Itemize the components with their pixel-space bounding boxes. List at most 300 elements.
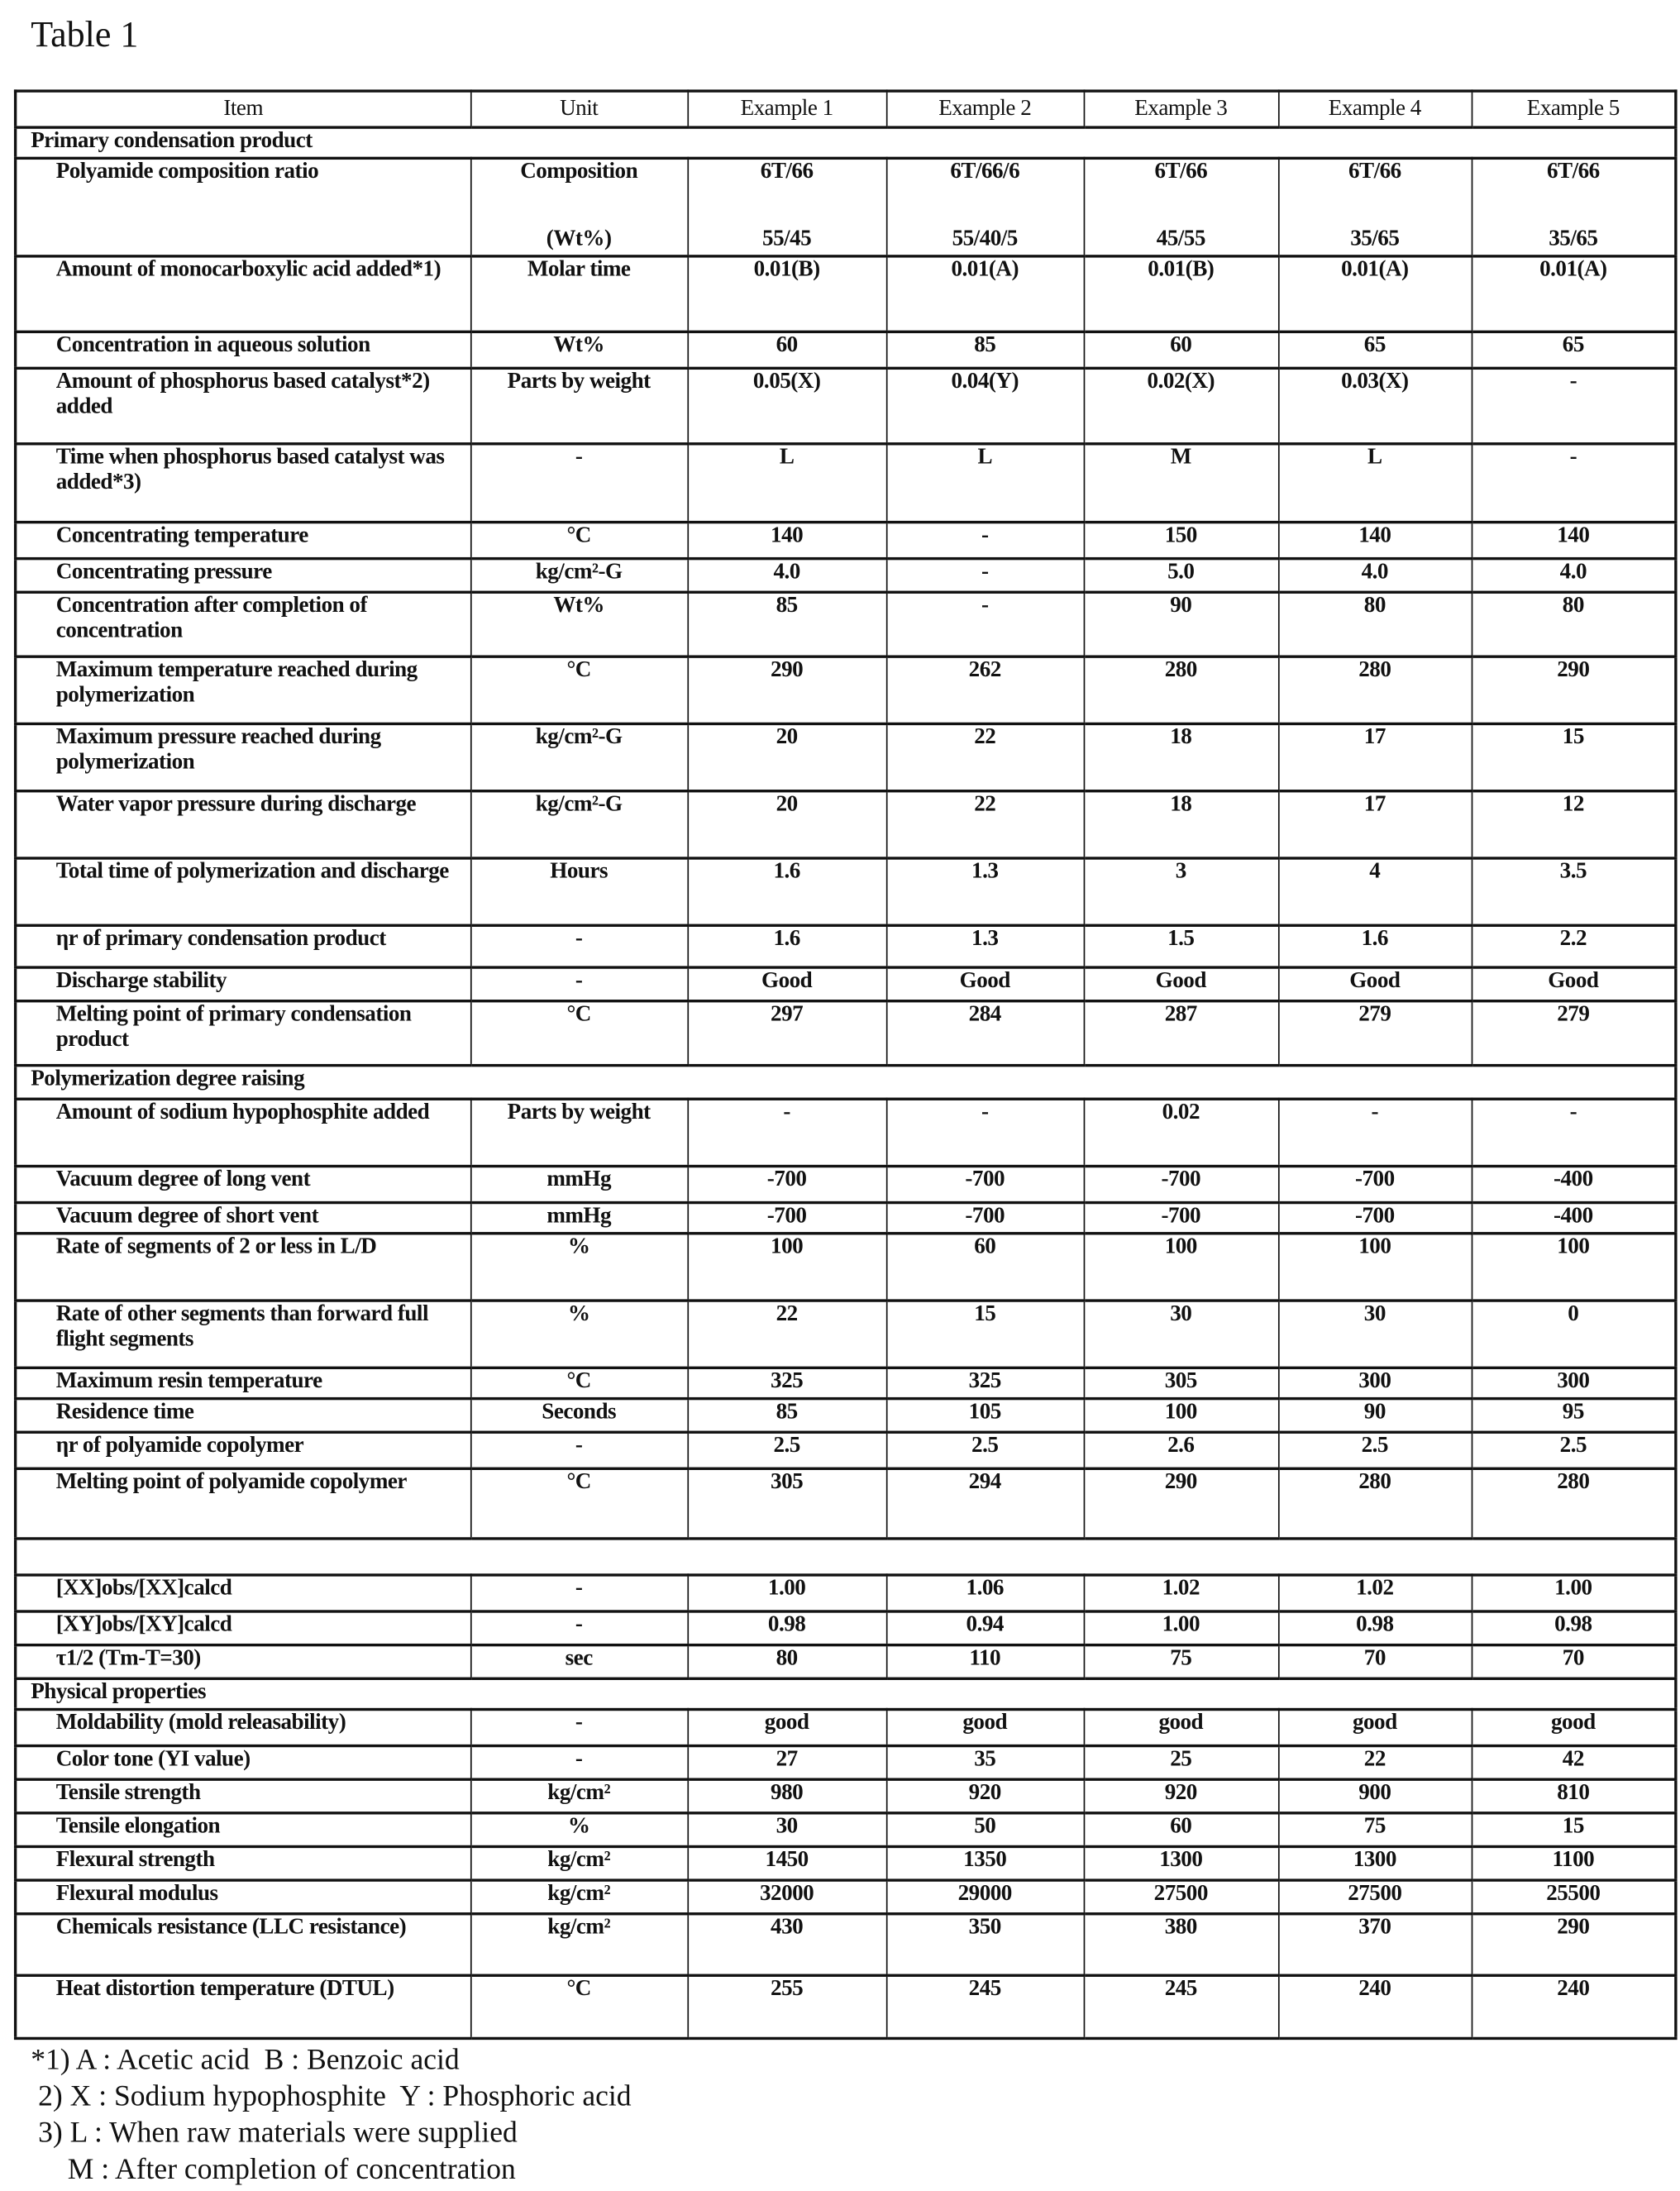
value-cell: 1350: [886, 1846, 1084, 1880]
unit-cell: -: [470, 1575, 687, 1611]
table-row: [16, 256, 1676, 332]
table-row: [16, 656, 1676, 723]
value-cell: 280: [1472, 1468, 1676, 1539]
value-cell: L: [1278, 444, 1472, 523]
item-cell: Concentrating temperature: [16, 523, 470, 559]
value-cell: 279: [1278, 1001, 1472, 1066]
unit-cell: Molar time: [470, 256, 687, 332]
value-cell: 25500: [1472, 1880, 1676, 1914]
table-row: [16, 1368, 1676, 1398]
unit-cell: kg/cm²-G: [470, 723, 687, 790]
value-cell: -700: [1084, 1203, 1278, 1234]
table-row: [16, 1779, 1676, 1813]
blank-row: [16, 1539, 1676, 1575]
value-cell: 95: [1472, 1399, 1676, 1433]
value-cell: 90: [1084, 592, 1278, 656]
value-cell: -700: [886, 1167, 1084, 1203]
table-row: [16, 967, 1676, 1001]
unit-cell: %: [470, 1813, 687, 1847]
value-cell: 60: [886, 1234, 1084, 1301]
header-row: [16, 91, 1676, 127]
item-cell: Rate of other segments than forward full flight segments: [16, 1301, 470, 1368]
value-cell: 1.00: [1472, 1575, 1676, 1611]
column-header: Example 2: [886, 91, 1084, 127]
value-cell: -: [886, 1099, 1084, 1166]
table-row: [16, 1301, 1676, 1368]
value-cell: 380: [1084, 1914, 1278, 1976]
item-cell: Chemicals resistance (LLC resistance): [16, 1914, 470, 1976]
value-cell: 65: [1472, 332, 1676, 368]
value-cell: -400: [1472, 1167, 1676, 1203]
value-cell: Good: [1278, 967, 1472, 1001]
value-cell: -: [886, 559, 1084, 593]
value-cell: 290: [687, 656, 885, 723]
value-cell: 20: [687, 723, 885, 790]
table-row: [16, 158, 1676, 256]
value-cell: 2.5: [687, 1432, 885, 1468]
value-cell: 280: [1278, 656, 1472, 723]
item-cell: Rate of segments of 2 or less in L/D: [16, 1234, 470, 1301]
value-cell: 920: [886, 1779, 1084, 1813]
value-cell: 280: [1084, 656, 1278, 723]
value-cell: 4.0: [1472, 559, 1676, 593]
value-cell: 22: [886, 791, 1084, 858]
value-cell-line: 35/65: [1477, 227, 1668, 251]
value-cell: 0.02(X): [1084, 368, 1278, 443]
value-cell: 262: [886, 656, 1084, 723]
item-cell: Residence time: [16, 1399, 470, 1433]
value-cell: 305: [1084, 1368, 1278, 1398]
value-cell: 0.98: [1278, 1611, 1472, 1645]
value-cell: 0.01(B): [687, 256, 885, 332]
value-cell: 140: [1278, 523, 1472, 559]
value-cell: 35: [886, 1746, 1084, 1780]
column-header: Example 5: [1472, 91, 1676, 127]
value-cell: 1300: [1278, 1846, 1472, 1880]
value-cell: 80: [1278, 592, 1472, 656]
table-row: [16, 523, 1676, 559]
item-cell: Polyamide composition ratio: [16, 158, 470, 256]
value-cell: -: [1472, 368, 1676, 443]
table-row: [16, 1099, 1676, 1166]
item-cell: Tensile elongation: [16, 1813, 470, 1847]
value-cell: -700: [886, 1203, 1084, 1234]
value-cell: -700: [1278, 1203, 1472, 1234]
item-cell: Concentrating pressure: [16, 559, 470, 593]
value-cell: 370: [1278, 1914, 1472, 1976]
unit-cell: mmHg: [470, 1167, 687, 1203]
value-cell: 1.00: [1084, 1611, 1278, 1645]
value-cell: 900: [1278, 1779, 1472, 1813]
unit-cell-line: Composition: [477, 160, 681, 184]
value-cell: 0.98: [1472, 1611, 1676, 1645]
item-cell: Amount of sodium hypophosphite added: [16, 1099, 470, 1166]
value-cell: good: [1084, 1710, 1278, 1746]
table-row: [16, 1846, 1676, 1880]
value-cell: -700: [1278, 1167, 1472, 1203]
value-cell: 22: [687, 1301, 885, 1368]
document-page: [0, 0, 1680, 2191]
item-cell: Amount of monocarboxylic acid added*1): [16, 256, 470, 332]
value-cell: 27500: [1084, 1880, 1278, 1914]
unit-cell: °C: [470, 1468, 687, 1539]
value-cell: 15: [1472, 723, 1676, 790]
value-cell: 1.3: [886, 858, 1084, 925]
table-row: [16, 1975, 1676, 2038]
value-cell: Good: [886, 967, 1084, 1001]
value-cell: 279: [1472, 1001, 1676, 1066]
value-cell: 4.0: [1278, 559, 1472, 593]
item-cell: [XX]obs/[XX]calcd: [16, 1575, 470, 1611]
value-cell: 27: [687, 1746, 885, 1780]
value-cell: 2.5: [1472, 1432, 1676, 1468]
table-row: [16, 1645, 1676, 1679]
value-cell: 1.6: [687, 858, 885, 925]
value-cell: 1100: [1472, 1846, 1676, 1880]
value-cell: 22: [886, 723, 1084, 790]
item-cell: Melting point of polyamide copolymer: [16, 1468, 470, 1539]
value-cell: 42: [1472, 1746, 1676, 1780]
column-header: Example 3: [1084, 91, 1278, 127]
unit-cell: %: [470, 1234, 687, 1301]
value-cell: 85: [886, 332, 1084, 368]
data-table: [14, 89, 1678, 2040]
value-cell: M: [1084, 444, 1278, 523]
table-row: [16, 1167, 1676, 1203]
unit-cell: -: [470, 925, 687, 967]
item-cell: Moldability (mold releasability): [16, 1710, 470, 1746]
item-cell: Maximum resin temperature: [16, 1368, 470, 1398]
value-cell: 60: [1084, 1813, 1278, 1847]
item-cell: Maximum pressure reached during polymerization: [16, 723, 470, 790]
unit-cell: Seconds: [470, 1399, 687, 1433]
value-cell: 1.5: [1084, 925, 1278, 967]
value-cell: Good: [687, 967, 885, 1001]
value-cell: 245: [1084, 1975, 1278, 2038]
value-cell: 1450: [687, 1846, 885, 1880]
unit-cell: [470, 158, 687, 256]
item-cell: Amount of phosphorus based catalyst*2) added: [16, 368, 470, 443]
unit-cell: kg/cm²-G: [470, 559, 687, 593]
unit-cell: Parts by weight: [470, 368, 687, 443]
unit-cell: kg/cm²: [470, 1880, 687, 1914]
value-cell: 18: [1084, 791, 1278, 858]
value-cell: -700: [687, 1203, 885, 1234]
table-row: [16, 1399, 1676, 1433]
column-header: Item: [16, 91, 470, 127]
value-cell: good: [1472, 1710, 1676, 1746]
value-cell: -: [687, 1099, 885, 1166]
value-cell-line: 55/40/5: [892, 227, 1077, 251]
table-title: Table 1: [31, 14, 138, 56]
value-cell: 100: [1084, 1234, 1278, 1301]
value-cell-line: 6T/66: [694, 160, 880, 184]
value-cell: 30: [687, 1813, 885, 1847]
value-cell: 75: [1278, 1813, 1472, 1847]
unit-cell: -: [470, 1710, 687, 1746]
value-cell: 15: [1472, 1813, 1676, 1847]
value-cell: 1.6: [1278, 925, 1472, 967]
column-header: Example 4: [1278, 91, 1472, 127]
value-cell: 280: [1278, 1468, 1472, 1539]
column-header: Example 1: [687, 91, 885, 127]
footnote: M : After completion of concentration: [31, 2150, 631, 2187]
value-cell: 0.05(X): [687, 368, 885, 443]
item-cell: Melting point of primary condensation product: [16, 1001, 470, 1066]
value-cell: 2.2: [1472, 925, 1676, 967]
unit-cell: °C: [470, 1001, 687, 1066]
value-cell: 17: [1278, 791, 1472, 858]
value-cell: 0.01(A): [886, 256, 1084, 332]
value-cell: 30: [1084, 1301, 1278, 1368]
value-cell: -: [886, 523, 1084, 559]
value-cell: 1.3: [886, 925, 1084, 967]
value-cell: 5.0: [1084, 559, 1278, 593]
value-cell: 300: [1278, 1368, 1472, 1398]
value-cell: Good: [1084, 967, 1278, 1001]
unit-cell: Parts by weight: [470, 1099, 687, 1166]
unit-cell-line: (Wt%): [477, 227, 681, 251]
value-cell: 350: [886, 1914, 1084, 1976]
item-cell: Concentration after completion of concentration: [16, 592, 470, 656]
table-row: [16, 858, 1676, 925]
item-cell: Flexural strength: [16, 1846, 470, 1880]
table-row: [16, 368, 1676, 443]
value-cell: 0.01(A): [1278, 256, 1472, 332]
value-cell: 325: [886, 1368, 1084, 1398]
table-row: [16, 925, 1676, 967]
value-cell: good: [687, 1710, 885, 1746]
table-row: [16, 1880, 1676, 1914]
value-cell: 1.6: [687, 925, 885, 967]
value-cell: 0: [1472, 1301, 1676, 1368]
item-cell: τ1/2 (Tm-T=30): [16, 1645, 470, 1679]
table-row: [16, 1468, 1676, 1539]
value-cell: 18: [1084, 723, 1278, 790]
value-cell: L: [886, 444, 1084, 523]
value-cell: 100: [687, 1234, 885, 1301]
value-cell: good: [886, 1710, 1084, 1746]
value-cell: 15: [886, 1301, 1084, 1368]
value-cell: 105: [886, 1399, 1084, 1433]
unit-cell: kg/cm²: [470, 1914, 687, 1976]
value-cell: 2.6: [1084, 1432, 1278, 1468]
value-cell: 1.02: [1278, 1575, 1472, 1611]
value-cell: 80: [1472, 592, 1676, 656]
unit-cell: Wt%: [470, 332, 687, 368]
value-cell: 85: [687, 592, 885, 656]
section-label: Physical properties: [16, 1678, 1676, 1709]
value-cell-line: 6T/66/6: [892, 160, 1077, 184]
value-cell: 17: [1278, 723, 1472, 790]
value-cell: 60: [1084, 332, 1278, 368]
value-cell: 1.02: [1084, 1575, 1278, 1611]
unit-cell: kg/cm²: [470, 1779, 687, 1813]
value-cell: 4: [1278, 858, 1472, 925]
value-cell: [1472, 158, 1676, 256]
item-cell: [XY]obs/[XY]calcd: [16, 1611, 470, 1645]
value-cell: 294: [886, 1468, 1084, 1539]
table-row: [16, 1914, 1676, 1976]
value-cell: 140: [1472, 523, 1676, 559]
item-cell: Total time of polymerization and discharge: [16, 858, 470, 925]
value-cell: 0.02: [1084, 1099, 1278, 1166]
unit-cell: Wt%: [470, 592, 687, 656]
value-cell: 70: [1278, 1645, 1472, 1679]
value-cell: [1278, 158, 1472, 256]
value-cell: 32000: [687, 1880, 885, 1914]
value-cell: 290: [1472, 1914, 1676, 1976]
item-cell: Heat distortion temperature (DTUL): [16, 1975, 470, 2038]
value-cell: 3: [1084, 858, 1278, 925]
table-row: [16, 1611, 1676, 1645]
value-cell: -700: [687, 1167, 885, 1203]
item-cell: Vacuum degree of short vent: [16, 1203, 470, 1234]
value-cell: 100: [1084, 1399, 1278, 1433]
value-cell: -: [886, 592, 1084, 656]
value-cell: 920: [1084, 1779, 1278, 1813]
unit-cell: -: [470, 1611, 687, 1645]
unit-cell: %: [470, 1301, 687, 1368]
value-cell: 12: [1472, 791, 1676, 858]
unit-cell: kg/cm²-G: [470, 791, 687, 858]
value-cell: 0.01(B): [1084, 256, 1278, 332]
value-cell: good: [1278, 1710, 1472, 1746]
value-cell-line: 6T/66: [1285, 160, 1465, 184]
item-cell: ηr of polyamide copolymer: [16, 1432, 470, 1468]
unit-cell: -: [470, 444, 687, 523]
value-cell-line: 6T/66: [1477, 160, 1668, 184]
value-cell: 50: [886, 1813, 1084, 1847]
item-cell: Color tone (YI value): [16, 1746, 470, 1780]
table-row: [16, 1234, 1676, 1301]
value-cell: 70: [1472, 1645, 1676, 1679]
section-row: [16, 1678, 1676, 1709]
value-cell: -: [1472, 444, 1676, 523]
table-row: [16, 1746, 1676, 1780]
value-cell: 100: [1472, 1234, 1676, 1301]
value-cell: 2.5: [886, 1432, 1084, 1468]
value-cell: L: [687, 444, 885, 523]
item-cell: Concentration in aqueous solution: [16, 332, 470, 368]
value-cell-line: 55/45: [694, 227, 880, 251]
value-cell: 25: [1084, 1746, 1278, 1780]
table-row: [16, 1203, 1676, 1234]
value-cell: -700: [1084, 1167, 1278, 1203]
value-cell: 240: [1278, 1975, 1472, 2038]
unit-cell: °C: [470, 1975, 687, 2038]
value-cell: 100: [1278, 1234, 1472, 1301]
value-cell: 60: [687, 332, 885, 368]
value-cell: 1300: [1084, 1846, 1278, 1880]
value-cell: 245: [886, 1975, 1084, 2038]
table-row: [16, 592, 1676, 656]
table-row: [16, 1432, 1676, 1468]
table-row: [16, 723, 1676, 790]
value-cell: 110: [886, 1645, 1084, 1679]
value-cell: 980: [687, 1779, 885, 1813]
value-cell: 430: [687, 1914, 885, 1976]
value-cell: 1.00: [687, 1575, 885, 1611]
item-cell: Maximum temperature reached during polymerization: [16, 656, 470, 723]
value-cell: 300: [1472, 1368, 1676, 1398]
table-row: [16, 444, 1676, 523]
item-cell: ηr of primary condensation product: [16, 925, 470, 967]
value-cell: 3.5: [1472, 858, 1676, 925]
table-row: [16, 559, 1676, 593]
item-cell: Tensile strength: [16, 1779, 470, 1813]
table-row: [16, 1001, 1676, 1066]
section-row: [16, 127, 1676, 158]
footnote: 2) X : Sodium hypophosphite Y : Phosphoric acid: [31, 2078, 631, 2114]
value-cell: [886, 158, 1084, 256]
value-cell: 0.03(X): [1278, 368, 1472, 443]
unit-cell: sec: [470, 1645, 687, 1679]
value-cell: 2.5: [1278, 1432, 1472, 1468]
value-cell: 22: [1278, 1746, 1472, 1780]
value-cell: 290: [1472, 656, 1676, 723]
value-cell: 80: [687, 1645, 885, 1679]
value-cell: 0.01(A): [1472, 256, 1676, 332]
unit-cell: mmHg: [470, 1203, 687, 1234]
value-cell: -400: [1472, 1203, 1676, 1234]
value-cell: -: [1472, 1099, 1676, 1166]
item-cell: Discharge stability: [16, 967, 470, 1001]
item-cell: Vacuum degree of long vent: [16, 1167, 470, 1203]
value-cell: 325: [687, 1368, 885, 1398]
item-cell: Flexural modulus: [16, 1880, 470, 1914]
value-cell: 240: [1472, 1975, 1676, 2038]
value-cell: 1.06: [886, 1575, 1084, 1611]
item-cell: Water vapor pressure during discharge: [16, 791, 470, 858]
value-cell: 20: [687, 791, 885, 858]
table-row: [16, 332, 1676, 368]
value-cell: 65: [1278, 332, 1472, 368]
section-row: [16, 1066, 1676, 1100]
unit-cell: °C: [470, 523, 687, 559]
unit-cell: °C: [470, 656, 687, 723]
section-label: Polymerization degree raising: [16, 1066, 1676, 1100]
value-cell: 284: [886, 1001, 1084, 1066]
footnote: *1) A : Acetic acid B : Benzoic acid: [31, 2041, 631, 2078]
value-cell: 90: [1278, 1399, 1472, 1433]
value-cell: [687, 158, 885, 256]
column-header: Unit: [470, 91, 687, 127]
value-cell-line: 6T/66: [1090, 160, 1272, 184]
value-cell: 0.04(Y): [886, 368, 1084, 443]
value-cell: 85: [687, 1399, 885, 1433]
item-cell: Time when phosphorus based catalyst was added*3): [16, 444, 470, 523]
value-cell: 255: [687, 1975, 885, 2038]
value-cell: [1084, 158, 1278, 256]
value-cell: 30: [1278, 1301, 1472, 1368]
value-cell: -: [1278, 1099, 1472, 1166]
footnotes: [31, 2041, 631, 2187]
value-cell: 75: [1084, 1645, 1278, 1679]
value-cell: 810: [1472, 1779, 1676, 1813]
footnote: 3) L : When raw materials were supplied: [31, 2114, 631, 2150]
value-cell: 287: [1084, 1001, 1278, 1066]
unit-cell: kg/cm²: [470, 1846, 687, 1880]
value-cell: 0.94: [886, 1611, 1084, 1645]
value-cell-line: 45/55: [1090, 227, 1272, 251]
section-label: Primary condensation product: [16, 127, 1676, 158]
unit-cell: -: [470, 1746, 687, 1780]
value-cell: 0.98: [687, 1611, 885, 1645]
value-cell: Good: [1472, 967, 1676, 1001]
value-cell: 140: [687, 523, 885, 559]
table-row: [16, 791, 1676, 858]
